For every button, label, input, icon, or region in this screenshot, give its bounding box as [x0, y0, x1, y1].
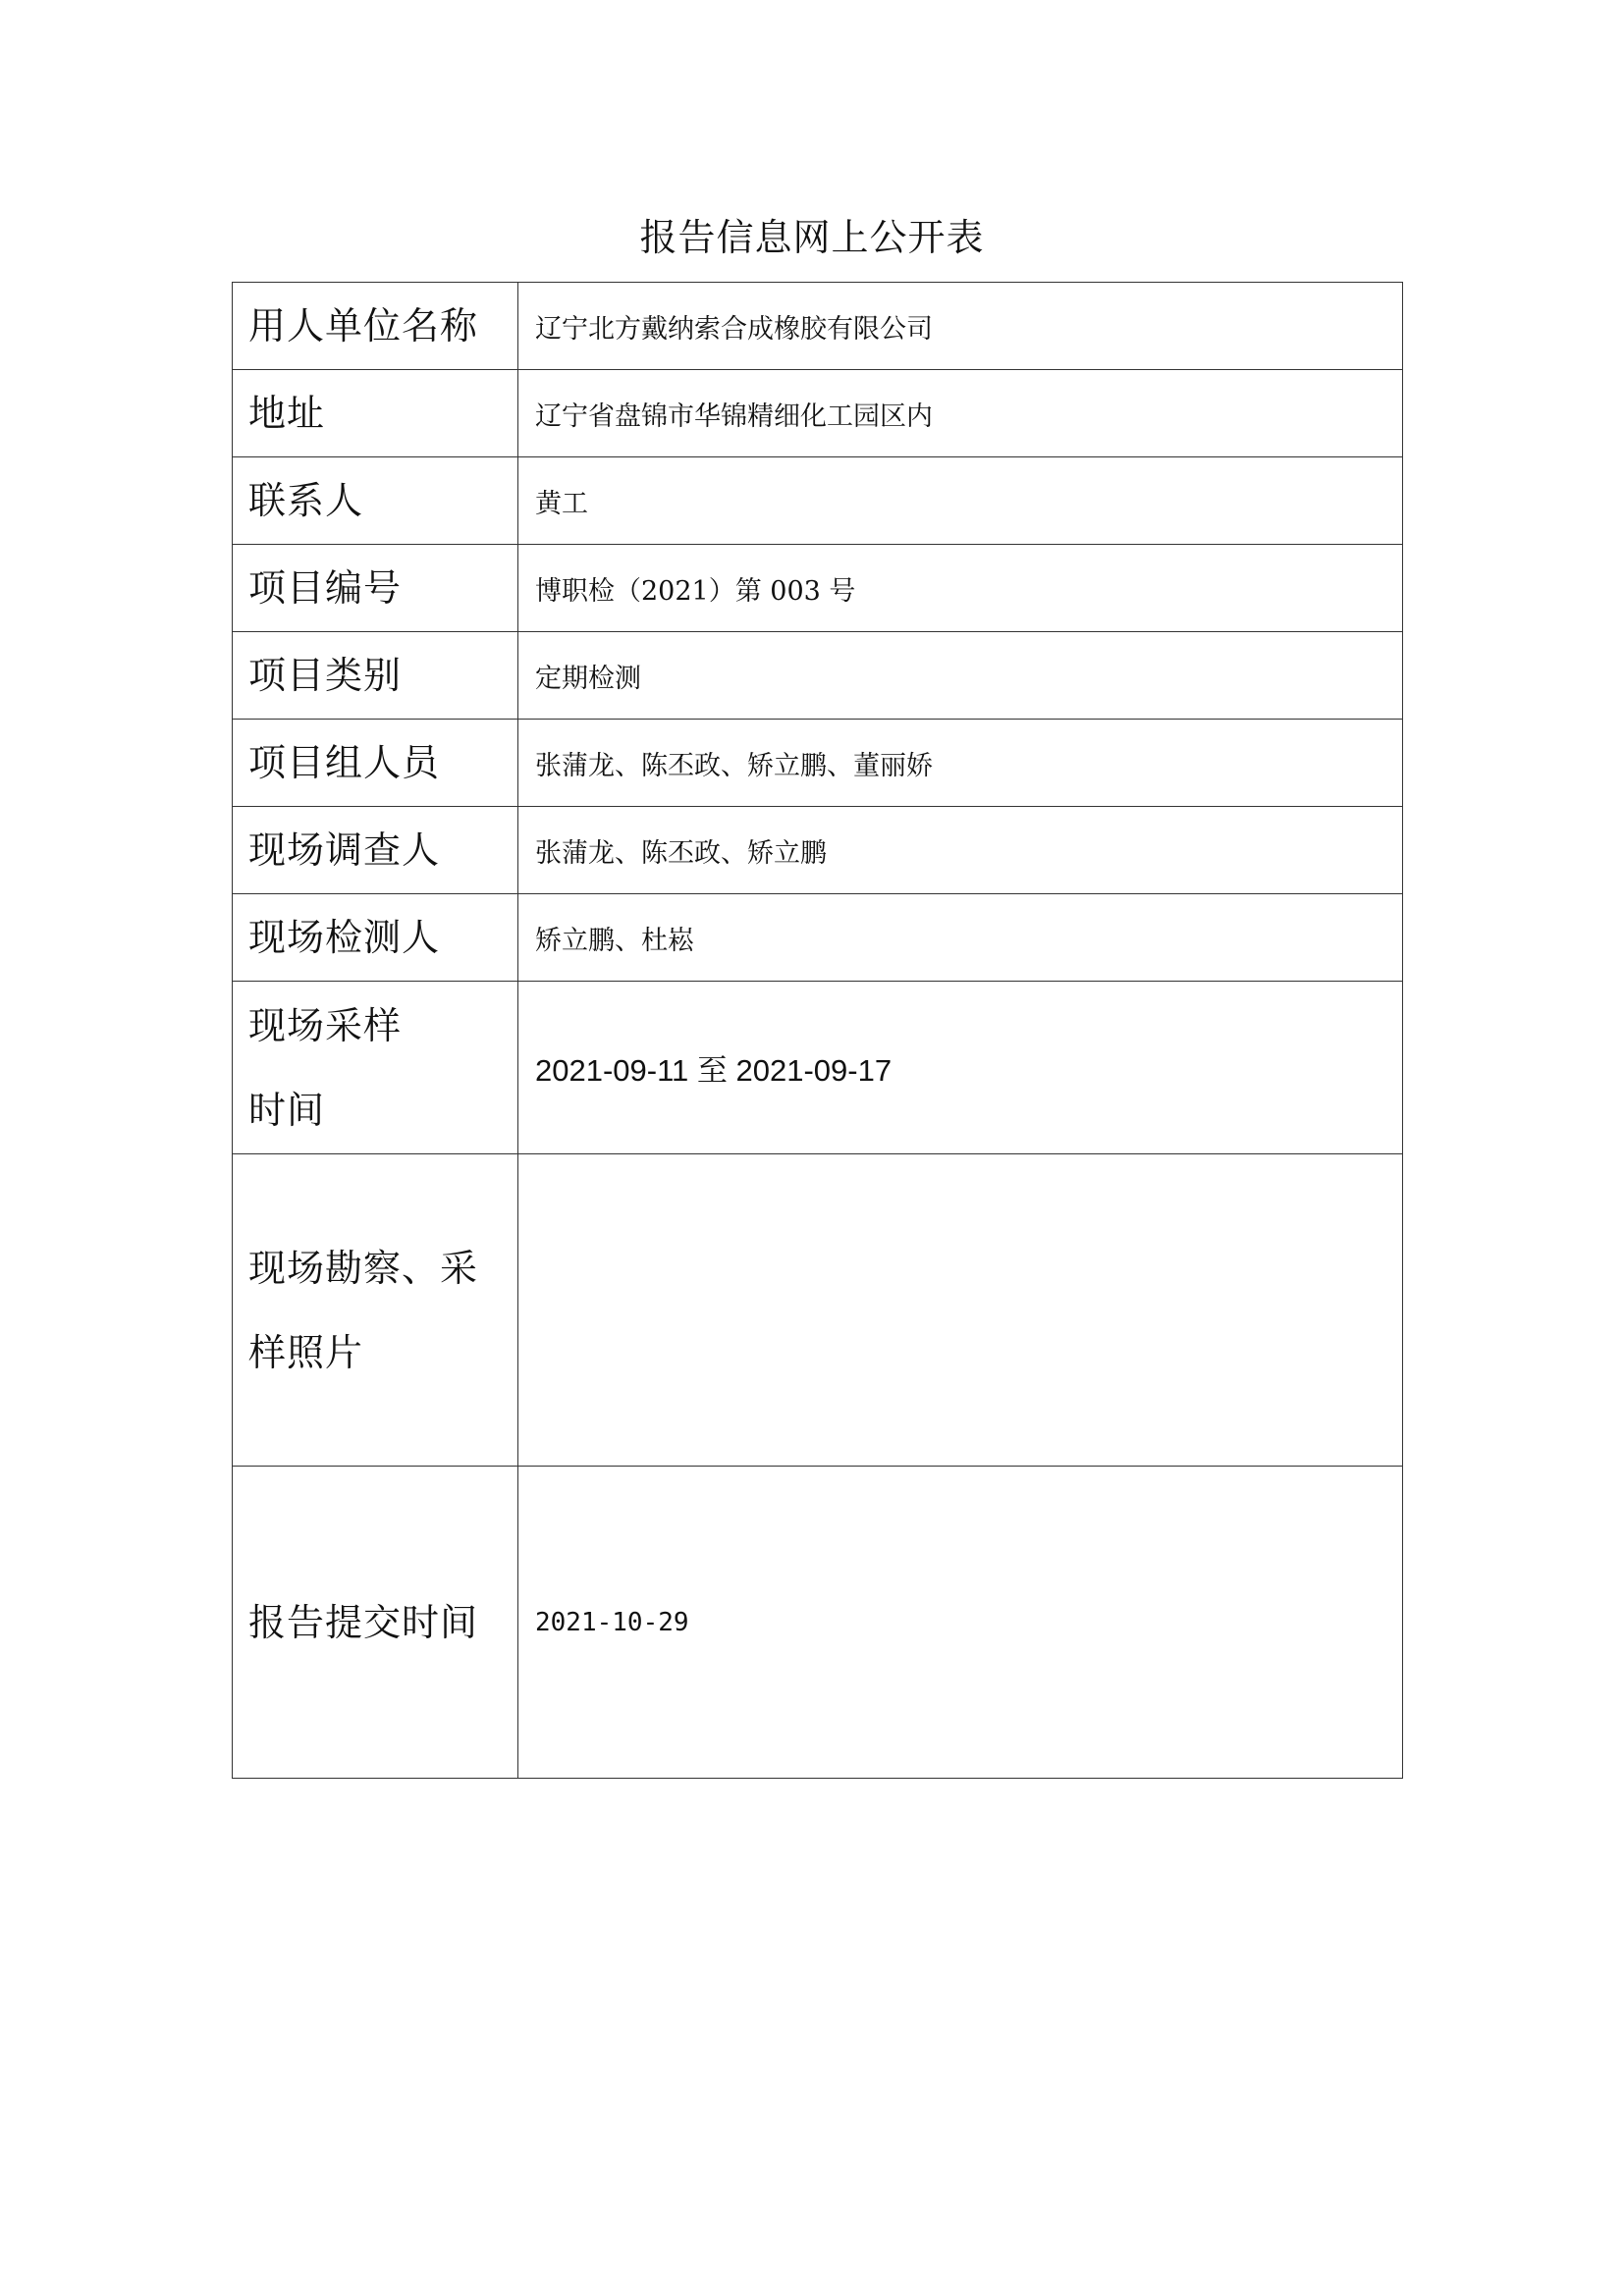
project-number-label: 项目编号 [233, 545, 518, 632]
employer-label: 用人单位名称 [233, 283, 518, 370]
table-row-site-testers [233, 894, 1403, 982]
sampling-time-label [233, 982, 518, 1154]
contact-value: 黄工 [518, 457, 1403, 545]
photos-label [233, 1154, 518, 1467]
photos-label-line2: 样照片 [248, 1330, 364, 1374]
submit-time-value: 2021-10-29 [518, 1467, 1403, 1779]
sampling-time-label-line1: 现场采样 [248, 1003, 403, 1047]
table-row-submit-time [233, 1467, 1403, 1779]
table-row-project-members [233, 720, 1403, 807]
sampling-time-label-line2: 时间 [248, 1088, 326, 1132]
project-members-label: 项目组人员 [233, 720, 518, 807]
employer-value: 辽宁北方戴纳索合成橡胶有限公司 [518, 283, 1403, 370]
table-row-photos [233, 1154, 1403, 1467]
project-category-value: 定期检测 [518, 632, 1403, 720]
project-category-label: 项目类别 [233, 632, 518, 720]
sampling-time-value: 2021-09-11 至 2021-09-17 [518, 982, 1403, 1154]
info-table [232, 282, 1403, 1779]
table-row-sampling-time [233, 982, 1403, 1154]
site-investigators-value: 张蒲龙、陈丕政、矫立鹏 [518, 807, 1403, 894]
table-row-site-investigators [233, 807, 1403, 894]
table-row-address [233, 370, 1403, 457]
table-row-contact [233, 457, 1403, 545]
address-value: 辽宁省盘锦市华锦精细化工园区内 [518, 370, 1403, 457]
project-members-value: 张蒲龙、陈丕政、矫立鹏、董丽娇 [518, 720, 1403, 807]
site-testers-value: 矫立鹏、杜崧 [518, 894, 1403, 982]
photos-value [518, 1154, 1403, 1467]
submit-time-label: 报告提交时间 [233, 1467, 518, 1779]
contact-label: 联系人 [233, 457, 518, 545]
site-testers-label: 现场检测人 [233, 894, 518, 982]
document-title: 报告信息网上公开表 [639, 216, 985, 259]
address-label: 地址 [233, 370, 518, 457]
table-row-employer [233, 283, 1403, 370]
table-row-project-number [233, 545, 1403, 632]
project-number-value: 博职检（2021）第 003 号 [518, 545, 1403, 632]
site-investigators-label: 现场调查人 [233, 807, 518, 894]
table-row-project-category [233, 632, 1403, 720]
photos-label-line1: 现场勘察、采 [248, 1246, 479, 1290]
